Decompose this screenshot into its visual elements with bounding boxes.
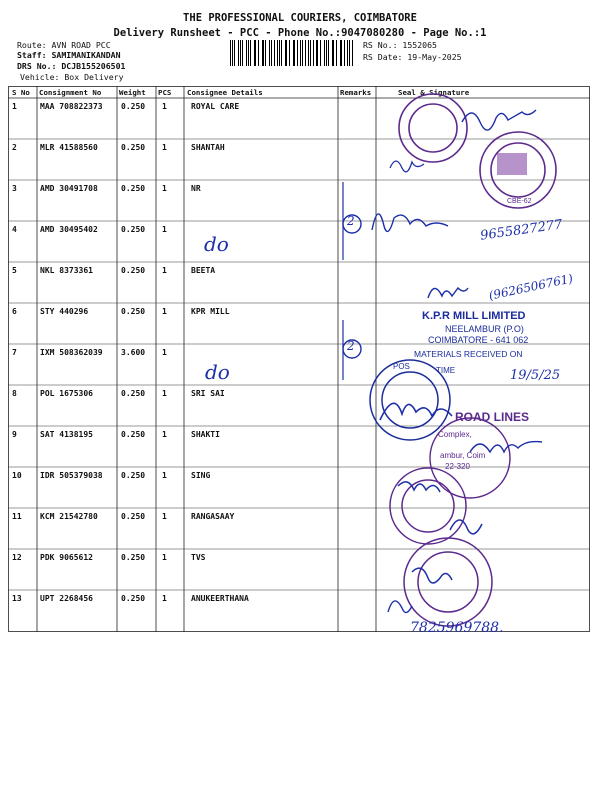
cell-pcs: 1 <box>162 225 167 234</box>
cell-sno: 6 <box>12 307 17 316</box>
cell-pcs: 1 <box>162 266 167 275</box>
cell-sno: 2 <box>12 143 17 152</box>
cell-weight: 0.250 <box>121 184 146 193</box>
cell-weight: 0.250 <box>121 102 146 111</box>
route-text: Route: AVN ROAD PCC <box>17 40 111 50</box>
cell-weight: 0.250 <box>121 143 146 152</box>
cell-weight: 0.250 <box>121 225 146 234</box>
cell-consignee: SING <box>191 471 211 480</box>
kpr-stamp-name: K.P.R MILL LIMITED <box>422 310 526 322</box>
runsheet-subtitle: Delivery Runsheet - PCC - Phone No.:9047080280 - Page No.:1 <box>113 27 487 39</box>
materials-received-stamp: MATERIALS RECEIVED ON <box>414 349 523 359</box>
cell-sno: 12 <box>12 553 22 562</box>
cell-pcs: 1 <box>162 184 167 193</box>
time-label-stamp: TIME <box>436 366 456 375</box>
cell-consignment: KCM 21542780 <box>40 512 98 521</box>
signature-row2 <box>390 161 424 172</box>
cell-weight: 0.250 <box>121 471 146 480</box>
cell-consignment: PDK 9065612 <box>40 553 93 562</box>
cell-consignment: IDR 505379038 <box>40 471 103 480</box>
seal-stamp-royal-care <box>399 94 467 162</box>
col-header-consignment: Consignment No <box>39 88 102 97</box>
ambur-stamp: ambur, Coim <box>440 451 486 460</box>
rs-date: RS Date: 19-May-2025 <box>363 52 462 62</box>
cell-sno: 7 <box>12 348 17 357</box>
complex-stamp: Complex, <box>438 430 472 439</box>
cell-consignee: KPR MILL <box>191 307 230 316</box>
signature-row1 <box>462 110 536 130</box>
seal-stamp-cbe <box>480 132 556 208</box>
cell-weight: 0.250 <box>121 266 146 275</box>
cell-consignment: UPT 2268456 <box>40 594 93 603</box>
cell-consignee: ANUKEERTHANA <box>191 594 249 603</box>
cell-consignee: RANGASAAY <box>191 512 235 521</box>
ditto-mark-row7: do <box>205 360 230 384</box>
cell-sno: 10 <box>12 471 22 480</box>
cell-sno: 8 <box>12 389 17 398</box>
cell-pcs: 1 <box>162 471 167 480</box>
pos-stamp: POS <box>393 362 410 371</box>
cell-pcs: 1 <box>162 512 167 521</box>
vehicle-text: Vehicle: Box Delivery <box>20 72 124 82</box>
seal-stamp-row13 <box>404 538 492 626</box>
cell-weight: 0.250 <box>121 594 146 603</box>
signature-row4 <box>372 214 448 232</box>
kpr-stamp-place: NEELAMBUR (P.O) <box>445 324 524 334</box>
road-lines-stamp: ROAD LINES <box>455 410 530 424</box>
kpr-stamp-city: COIMBATORE - 641 062 <box>428 335 529 345</box>
cell-consignee: BEETA <box>191 266 216 275</box>
cell-sno: 11 <box>12 512 22 521</box>
cell-sno: 4 <box>12 225 17 234</box>
cell-weight: 0.250 <box>121 389 146 398</box>
cell-consignment: AMD 30495402 <box>40 225 98 234</box>
cell-sno: 1 <box>12 102 17 111</box>
seal-stamp-row11 <box>390 468 466 544</box>
cell-consignment: MLR 41588560 <box>40 143 98 152</box>
cell-consignment: AMD 30491708 <box>40 184 98 193</box>
cell-pcs: 1 <box>162 348 167 357</box>
col-header-pcs: PCS <box>158 88 172 97</box>
cell-consignment: POL 1675306 <box>40 389 93 398</box>
cell-pcs: 1 <box>162 594 167 603</box>
received-date-row7: 19/5/25 <box>510 368 561 383</box>
rs-number: RS No.: 1552065 <box>363 40 437 50</box>
ditto-mark-row4: do <box>204 232 229 256</box>
col-header-weight: Weight <box>119 88 146 97</box>
cell-consignment: NKL 8373361 <box>40 266 93 275</box>
cell-consignee: NR <box>191 184 201 193</box>
col-header-consignee: Consignee Details <box>187 88 263 97</box>
cell-sno: 3 <box>12 184 17 193</box>
cell-consignment: IXM 508362039 <box>40 348 103 357</box>
phone-row13: 7825969788. <box>410 620 504 636</box>
cell-consignee: SRI SAI <box>191 389 225 398</box>
phone-row4: 9655827277 <box>479 217 564 244</box>
remark-row4: 2 <box>347 214 355 228</box>
cell-weight: 0.250 <box>121 512 146 521</box>
cell-consignment: SAT 4138195 <box>40 430 93 439</box>
cell-sno: 5 <box>12 266 17 275</box>
cell-pcs: 1 <box>162 102 167 111</box>
signature-row5 <box>428 288 468 298</box>
cell-weight: 0.250 <box>121 430 146 439</box>
cell-pcs: 1 <box>162 143 167 152</box>
cell-consignee: TVS <box>191 553 206 562</box>
cell-consignment: STY 440296 <box>40 307 89 316</box>
cell-weight: 0.250 <box>121 553 146 562</box>
cell-consignee: SHAKTI <box>191 430 220 439</box>
cell-weight: 3.600 <box>121 348 146 357</box>
cell-consignment: MAA 708822373 <box>40 102 103 111</box>
cell-pcs: 1 <box>162 430 167 439</box>
col-header-sno: S No <box>12 88 30 97</box>
cell-sno: 9 <box>12 430 17 439</box>
cell-pcs: 1 <box>162 389 167 398</box>
drs-number: DRS No.: DCJB155206501 <box>17 61 126 71</box>
col-header-seal-signature: Seal & Signature <box>398 88 470 97</box>
cell-consignee: SHANTAH <box>191 143 225 152</box>
phone-row5: (9626506761) <box>487 271 575 303</box>
cbe-stamp: CBE-62 <box>507 198 532 205</box>
cell-pcs: 1 <box>162 553 167 562</box>
signature-row8 <box>380 403 452 420</box>
col-header-remarks: Remarks <box>340 88 372 97</box>
remark-row7: 2 <box>347 339 355 353</box>
runsheet-company-title: THE PROFESSIONAL COURIERS, COIMBATORE <box>183 12 417 24</box>
staff-text: Staff: SAMIMANIKANDAN <box>17 50 121 60</box>
cell-pcs: 1 <box>162 307 167 316</box>
cell-weight: 0.250 <box>121 307 146 316</box>
code-stamp: 22-320 <box>445 462 470 471</box>
cell-sno: 13 <box>12 594 22 603</box>
cell-consignee: ROYAL CARE <box>191 102 240 111</box>
